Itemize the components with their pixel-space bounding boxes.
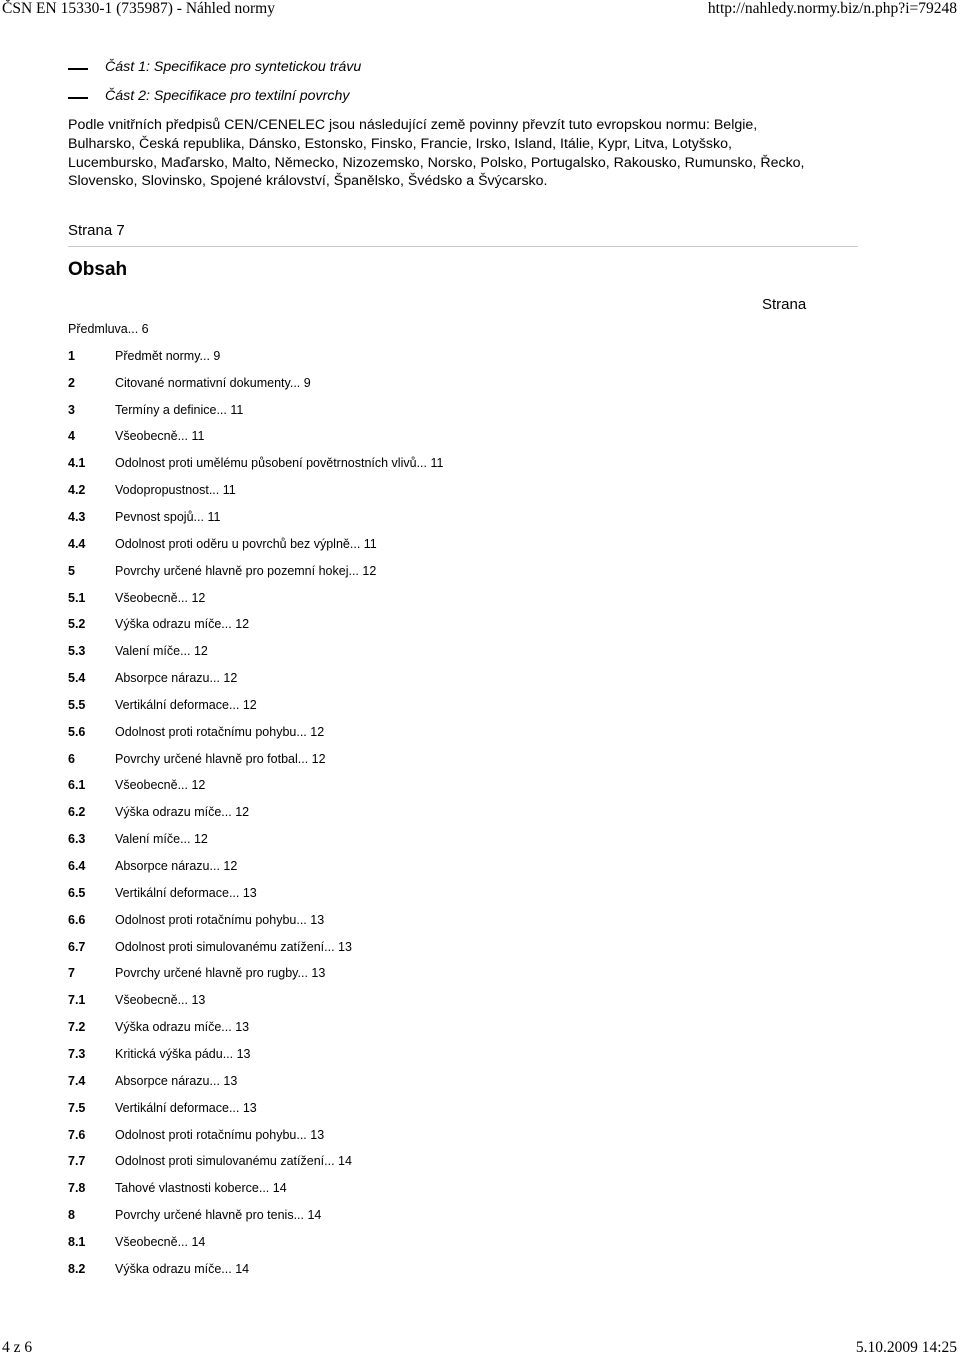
toc-entry-leader: ... (221, 805, 232, 820)
toc-entry-title-text: Vertikální deformace (115, 1100, 229, 1115)
toc-entry-title (115, 617, 249, 631)
toc-entry-number: 6.3 (68, 832, 86, 847)
toc-entry-leader: ... (349, 536, 361, 551)
toc-entry-title-text: Odolnost proti rotačnímu pohybu (115, 1127, 297, 1142)
toc-entry-leader: ... (221, 617, 232, 632)
toc-entry-leader: ... (324, 1154, 335, 1169)
toc-entry-leader: ... (177, 590, 188, 605)
toc-entry-page: 13 (311, 966, 326, 981)
toc-entry-title (115, 1020, 249, 1034)
dash-bullet-icon (68, 97, 88, 99)
toc-entry-title-text: Valení míče (115, 832, 181, 847)
page-url[interactable]: http://nahledy.normy.biz/n.php?i=79248 (707, 0, 957, 17)
toc-entry-page: 13 (236, 1046, 251, 1061)
toc-entry-title-text: Pevnost spojů (115, 509, 194, 524)
toc-entry-leader: ... (177, 429, 188, 444)
toc-entry-title-text: Tahové vlastnosti koberce (115, 1181, 259, 1196)
divider (68, 246, 858, 247)
toc-entry-title-text: Všeobecně (115, 1234, 178, 1249)
toc-entry-page: 12 (242, 697, 257, 712)
toc-entry-page: 12 (310, 724, 325, 739)
toc-entry-title-text: Vertikální deformace (115, 885, 229, 900)
toc-entry-number: 5.3 (68, 644, 86, 659)
toc-entry-page: 13 (191, 993, 206, 1008)
toc-entry-title-text: Vertikální deformace (115, 697, 229, 712)
toc-entry-number: 3 (68, 402, 75, 417)
toc-entry-number: 7.8 (68, 1181, 86, 1196)
toc-heading: Obsah (68, 259, 128, 280)
toc-entry-title (115, 966, 325, 980)
toc-entry-title (115, 913, 324, 927)
toc-entry-number: 2 (68, 375, 75, 390)
toc-entry-leader: ... (228, 1100, 240, 1115)
toc-entry-title (115, 429, 204, 443)
toc-entry-number: 7.1 (68, 993, 86, 1008)
toc-entry-title-text: Citované normativní dokumenty (115, 375, 290, 390)
paragraph-line: Lucembursko, Maďarsko, Malto, Německo, Nizozemsko, Norsko, Polsko, Portugalsko, Rakousko, Rumunsko, Řecko, (68, 154, 805, 171)
toc-entry-title-text: Všeobecně (115, 778, 178, 793)
toc-entry-leader: ... (289, 375, 301, 390)
toc-entry-title (115, 671, 237, 685)
part-label: Část 1: Specifikace pro syntetickou trávu (105, 59, 362, 75)
paragraph-line: Bulharsko, Česká republika, Dánsko, Estonsko, Finsko, Francie, Irsko, Island, Itálie, Kypr, Litva, Lotyšsko, (68, 135, 732, 152)
toc-entry-title-text: Vodopropustnost (115, 483, 209, 498)
toc-entry-leader: ... (193, 509, 204, 524)
toc-entry-page: 11 (207, 509, 221, 524)
toc-entry-title (115, 698, 257, 712)
toc-entry-page: 12 (191, 590, 206, 605)
toc-entry-number: 5.6 (68, 724, 86, 739)
toc-entry-title (115, 778, 205, 792)
toc-entry-leader: ... (177, 1234, 188, 1249)
toc-entry-number: 6 (68, 751, 75, 766)
toc-entry-title (115, 832, 208, 846)
toc-entry-leader: ... (258, 1181, 270, 1196)
toc-entry-leader: ... (177, 993, 188, 1008)
toc-entry-page: 11 (363, 536, 377, 551)
toc-entry-number: 5.4 (68, 671, 86, 686)
toc-entry-page: 11 (230, 402, 244, 417)
toc-entry-leader: ... (296, 1127, 307, 1142)
toc-entry-leader: ... (180, 644, 191, 659)
toc-entry-title (115, 752, 326, 766)
toc-entry-leader: ... (221, 1261, 232, 1276)
print-datetime: 5.10.2009 14:25 (855, 1339, 957, 1356)
toc-entry-title (115, 1235, 205, 1249)
toc-entry-leader: ... (177, 778, 188, 793)
toc-entry-title-text: Termíny a definice (115, 402, 217, 417)
toc-entry-title-text: Předmluva (68, 322, 128, 336)
toc-entry-leader: ... (297, 751, 309, 766)
toc-entry-title-text: Výška odrazu míče (115, 1020, 222, 1035)
toc-entry-page: 6 (141, 322, 149, 336)
toc-entry-title-text: Povrchy určené hlavně pro tenis (115, 1208, 294, 1223)
toc-entry-page: 12 (223, 671, 238, 686)
toc-entry-title-text: Odolnost proti rotačnímu pohybu (115, 724, 297, 739)
toc-entry-page: 12 (193, 832, 208, 847)
toc-entry-number: 7.4 (68, 1073, 86, 1088)
toc-entry-leader: ... (199, 348, 210, 363)
toc-entry-number: 8.1 (68, 1234, 86, 1249)
toc-entry-title (115, 1101, 257, 1115)
toc-entry-number: 5.1 (68, 590, 86, 605)
toc-entry-page: 9 (303, 375, 311, 390)
toc-entry-number: 6.1 (68, 778, 86, 793)
toc-entry-title (115, 1208, 321, 1222)
toc-entry-title-text: Všeobecně (115, 590, 178, 605)
toc-entry-leader: ... (216, 402, 227, 417)
page-counter: 4 z 6 (2, 1339, 33, 1356)
toc-entry-number: 6.4 (68, 859, 86, 873)
toc-entry-title (115, 1262, 249, 1276)
toc-entry-number: 7 (68, 966, 75, 981)
toc-entry-title (115, 859, 237, 873)
dash-bullet-icon (68, 68, 88, 70)
paragraph-line: Podle vnitřních předpisů CEN/CENELEC jsou následující země povinny převzít tuto evropskou normu: Belgie, (68, 117, 758, 133)
toc-entry-page: 12 (223, 859, 238, 873)
toc-entry-number: 5 (68, 563, 75, 578)
toc-entry-number: 6.6 (68, 912, 86, 927)
toc-entry-leader: ... (297, 966, 308, 981)
toc-entry-leader: ... (208, 483, 220, 498)
toc-entry-leader: ... (209, 671, 220, 686)
toc-entry-title-text: Odolnost proti simulovanému zatížení (115, 939, 325, 954)
toc-entry-page: 13 (310, 912, 325, 927)
toc-entry-number: 8.2 (68, 1261, 86, 1276)
toc-entry-title-text: Povrchy určené hlavně pro pozemní hokej (115, 563, 349, 578)
toc-entry-leader: ... (416, 456, 427, 471)
toc-entry-title-text: Odolnost proti umělému působení povětrnostních vlivů (115, 456, 417, 471)
part-label: Část 2: Specifikace pro textilní povrchy (105, 88, 350, 104)
toc-entry-page: 11 (222, 483, 236, 498)
toc-entry-number: 7.5 (68, 1100, 86, 1115)
toc-entry-number: 6.5 (68, 885, 86, 900)
toc-page-column-header: Strana (762, 296, 807, 313)
toc-entry-title (115, 1047, 251, 1061)
toc-entry-title-text: Absorpce nárazu (115, 1073, 210, 1088)
toc-entry-title (115, 376, 311, 390)
toc-entry-title-text: Odolnost proti rotačnímu pohybu (115, 912, 297, 927)
toc-entry-page: 12 (311, 751, 326, 766)
toc-entry-page: 12 (191, 778, 206, 793)
toc-entry-number: 4 (68, 429, 75, 444)
toc-entry-page: 13 (242, 885, 257, 900)
toc-entry-title (115, 564, 376, 578)
toc-entry-title (115, 644, 208, 658)
toc-entry-page: 11 (191, 429, 205, 444)
toc-entry-number: 5.2 (68, 617, 86, 632)
toc-entry-page: 13 (235, 1020, 250, 1035)
toc-entry-number: 5.5 (68, 697, 86, 712)
toc-entry-title (115, 886, 257, 900)
toc-entry-leader: ... (296, 724, 307, 739)
toc-entry-title (115, 456, 443, 470)
toc-entry-leader: ... (221, 1020, 232, 1035)
toc-entry-page: 14 (272, 1181, 287, 1196)
toc-entry-title (115, 537, 377, 551)
browser-print-header (0, 0, 960, 20)
toc-entry-title-text: Výška odrazu míče (115, 805, 222, 820)
page-marker: Strana 7 (68, 222, 125, 239)
toc-entry-title (115, 349, 220, 363)
toc-entry-number: 1 (68, 348, 75, 363)
toc-entry-title (115, 591, 205, 605)
toc-entry-title (115, 1154, 352, 1168)
toc-entry-leader: ... (296, 912, 307, 927)
toc-entry-title-text: Odolnost proti simulovanému zatížení (115, 1154, 325, 1169)
toc-entry-title-text: Všeobecně (115, 429, 178, 444)
toc-entry-leader: ... (324, 939, 335, 954)
toc-entry-leader: ... (209, 859, 220, 873)
toc-entry-number: 7.7 (68, 1154, 86, 1169)
toc-entry-title (115, 940, 352, 954)
toc-entry-title-text: Kritická výška pádu (115, 1046, 223, 1061)
toc-entry-title-text: Všeobecně (115, 993, 178, 1008)
toc-entry-number: 6.2 (68, 805, 86, 820)
toc-entry-title (115, 510, 220, 524)
toc-entry-title (115, 403, 243, 417)
toc-entry-number: 4.2 (68, 483, 86, 498)
toc-entry-number: 7.2 (68, 1020, 86, 1035)
toc-entry-page: 12 (193, 644, 208, 659)
toc-entry-leader: ... (127, 322, 139, 336)
toc-entry-number: 8 (68, 1208, 75, 1223)
toc-entry-leader: ... (222, 1046, 234, 1061)
toc-entry-leader: ... (293, 1208, 304, 1223)
toc-entry-title-text: Povrchy určené hlavně pro rugby (115, 966, 298, 981)
toc-entry-leader: ... (348, 563, 359, 578)
toc-entry-title (115, 1128, 324, 1142)
toc-entry-page: 14 (338, 1154, 352, 1169)
toc-entry-title-text: Valení míče (115, 644, 181, 659)
toc-entry-page: 13 (223, 1073, 238, 1088)
toc-entry-title-text: Absorpce nárazu (115, 671, 210, 686)
toc-entry-title (115, 1074, 237, 1088)
toc-entry-title (115, 725, 324, 739)
toc-entry-number: 7.6 (68, 1127, 86, 1142)
toc-entry-title (115, 805, 249, 819)
toc-entry-leader: ... (228, 885, 240, 900)
toc-entry-page: 9 (213, 348, 221, 363)
document-title: ČSN EN 15330-1 (735987) - Náhled normy (2, 0, 275, 17)
toc-entry-page: 14 (235, 1261, 250, 1276)
toc-entry-number: 4.3 (68, 509, 86, 524)
toc-entry-leader: ... (209, 1073, 220, 1088)
toc-entry-page: 11 (430, 456, 444, 471)
toc-entry-number: 7.3 (68, 1046, 86, 1061)
toc-entry-page: 13 (242, 1100, 257, 1115)
toc-entry-page: 12 (362, 563, 377, 578)
toc-entry-title-text: Povrchy určené hlavně pro fotbal (115, 751, 298, 766)
toc-entry-leader: ... (180, 832, 191, 847)
toc-entry-leader: ... (228, 697, 240, 712)
toc-entry-page: 12 (235, 617, 250, 632)
toc-entry-number: 4.4 (68, 536, 86, 551)
toc-entry-page: 12 (235, 805, 250, 820)
toc-entry-title (115, 1181, 287, 1195)
paragraph-line: Slovensko, Slovinsko, Spojené království, Španělsko, Švédsko a Švýcarsko. (68, 173, 548, 190)
toc-entry-title-text: Výška odrazu míče (115, 1261, 222, 1276)
toc-entry-number: 4.1 (68, 456, 86, 471)
toc-entry-title-text: Výška odrazu míče (115, 617, 222, 632)
toc-entry-page: 13 (310, 1127, 325, 1142)
toc-entry-title (115, 993, 205, 1007)
toc-entry-page: 14 (307, 1208, 322, 1223)
toc-entry-title-text: Absorpce nárazu (115, 859, 210, 873)
toc-entry-number: 6.7 (68, 939, 86, 954)
toc-entry-title (68, 322, 149, 336)
toc-entry-title-text: Předmět normy (115, 348, 200, 363)
toc-entry-title-text: Odolnost proti oděru u povrchů bez výplně (115, 536, 350, 551)
toc-entry-title (115, 483, 236, 497)
toc-entry-page: 13 (338, 939, 352, 954)
toc-entry-page: 14 (191, 1234, 206, 1249)
member-countries-paragraph (68, 116, 898, 191)
